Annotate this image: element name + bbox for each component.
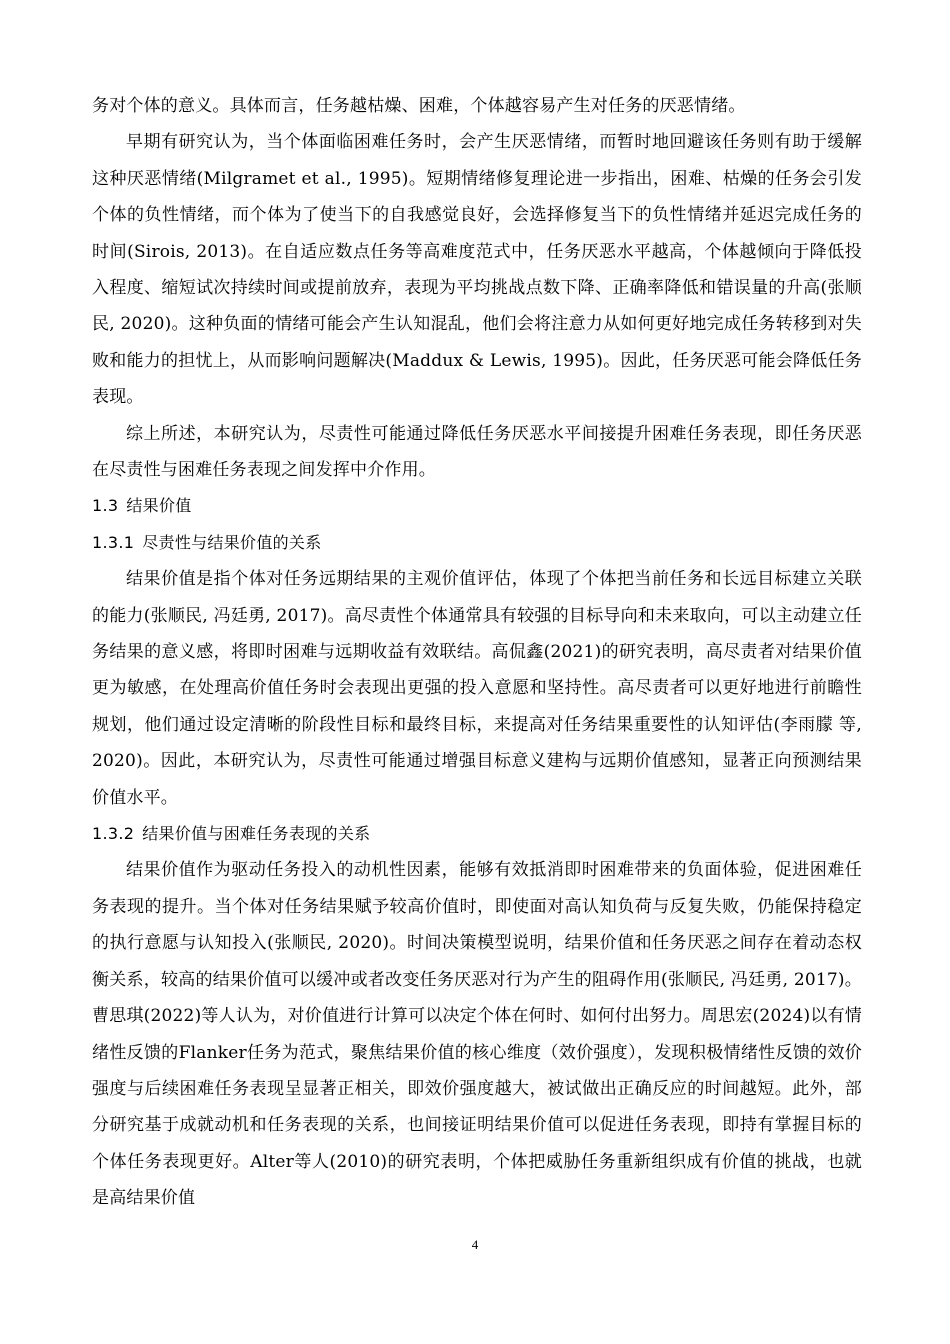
section-number: 1.3.1 [92,532,135,552]
section-number: 1.3.2 [92,824,135,844]
page-body [92,88,862,1217]
section-title: 结果价值与困难任务表现的关系 [142,824,371,844]
paragraph-early-research: 早期有研究认为，当个体面临困难任务时，会产生厌恶情绪，而暂时地回避该任务则有助于缓解这种厌恶情绪(Milgramet et al., 1995)。短期情绪修复理论进一步指出，困难、枯燥的任务会引发个体的负性情绪，而个体为了使当下的自我感觉良好，会选择修复当下的负性情绪并延迟完成任务的时间(Sirois, 2013)。在自适应数点任务等高难度范式中，任务厌恶水平越高，个体越倾向于降低投入程度、缩短试次持续时间或提前放弃，表现为平均挑战点数下降、正确率降低和错误量的升高(张顺民, 2020)。这种负面的情绪可能会产生认知混乱，他们会将注意力从如何更好地完成任务转移到对失败和能力的担忧上，从而影响问题解决(Maddux & Lewis, 1995)。因此，任务厌恶可能会降低任务表现。 [92,132,862,408]
paragraph-intro-continuation: 务对个体的意义。具体而言，任务越枯燥、困难，个体越容易产生对任务的厌恶情绪。 [92,96,746,116]
section-heading-1-3-1 [92,525,862,561]
section-title: 尽责性与结果价值的关系 [142,532,322,552]
section-heading-1-3-2 [92,816,862,852]
paragraph-value-performance: 结果价值作为驱动任务投入的动机性因素，能够有效抵消即时困难带来的负面体验，促进困难任务表现的提升。当个体对任务结果赋予较高价值时，即使面对高认知负荷与反复失败，仍能保持稳定的执行意愿与认知投入(张顺民, 2020)。时间决策模型说明，结果价值和任务厌恶之间存在着动态权衡关系，较高的结果价值可以缓冲或者改变任务厌恶对行为产生的阻碍作用(张顺民, 冯廷勇, 2017)。曹思琪(2022)等人认为，对价值进行计算可以决定个体在何时、如何付出努力。周思宏(2024)以有情绪性反馈的Flanker任务为范式，聚焦结果价值的核心维度（效价强度），发现积极情绪性反馈的效价强度与后续困难任务表现呈显著正相关，即效价强度越大，被试做出正确反应的时间越短。此外，部分研究基于成就动机和任务表现的关系，也间接证明结果价值可以促进任务表现，即持有掌握目标的个体任务表现更好。Alter等人(2010)的研究表明，个体把威胁任务重新组织成有价值的挑战，也就是高结果价值 [92,860,862,1209]
paragraph-summary: 综上所述，本研究认为，尽责性可能通过降低任务厌恶水平间接提升困难任务表现，即任务厌恶在尽责性与困难任务表现之间发挥中介作用。 [92,423,862,481]
section-number: 1.3 [92,496,119,516]
paragraph-outcome-value: 结果价值是指个体对任务远期结果的主观价值评估，体现了个体把当前任务和长远目标建立关联的能力(张顺民, 冯廷勇, 2017)。高尽责性个体通常具有较强的目标导向和未来取向，可以主动建立任务结果的意义感，将即时困难与远期收益有效联结。高侃鑫(2021)的研究表明，高尽责者对结果价值更为敏感，在处理高价值任务时会表现出更强的投入意愿和坚持性。高尽责者可以更好地进行前瞻性规划，他们通过设定清晰的阶段性目标和最终目标，来提高对任务结果重要性的认知评估(李雨朦 等, 2020)。因此，本研究认为，尽责性可能通过增强目标意义建构与远期价值感知，显著正向预测结果价值水平。 [92,569,862,808]
section-title: 结果价值 [126,496,192,516]
section-heading-1-3 [92,488,862,524]
page-number: 4 [471,1237,479,1252]
